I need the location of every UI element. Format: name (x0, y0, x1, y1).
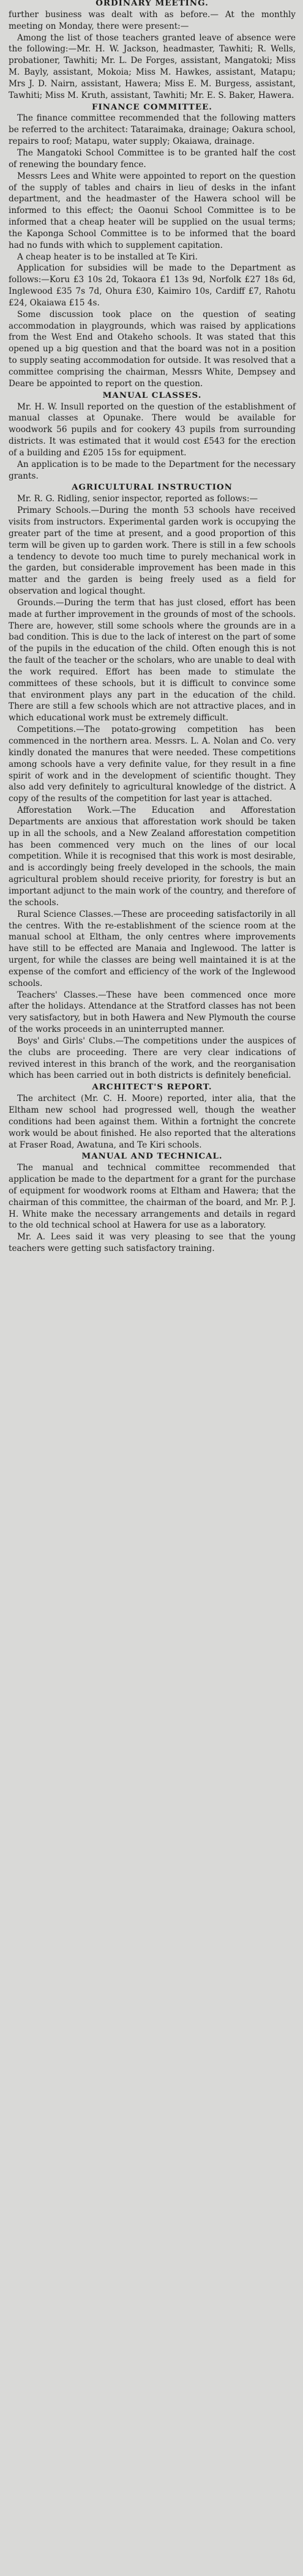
paragraph: The finance committee recommended that the following matters be referred to the architect: Tataraimaka, drainage; Oakura school, repairs to roof; Matapu, water supply; Okaiawa, drainage. (9, 113, 296, 147)
paragraph: Teachers' Classes.—These have been commenced once more after the holidays. Attendance at the Stratford classes has not been very satisfactory, but in both Hawera and New Plymouth the course of the works proceeds in an uninterrupted manner. (9, 990, 296, 1035)
paragraph: Rural Science Classes.—These are proceeding satisfactorily in all the centres. With the re-establishment of the science room at the manual school at Eltham, the only centres where improvements have still to be effected are Manaia and Inglewood. The latter is urgent, for while the classes are being well maintained it is at the expense of the comfort and efficiency of the work of the Inglewood schools. (9, 909, 296, 988)
paragraph: The Mangatoki School Committee is to be granted half the cost of renewing the boundary fence. (9, 147, 296, 170)
paragraph: Messrs Lees and White were appointed to report on the question of the supply of tables and chairs in lieu of desks in the infant department, and the headmaster of the Hawera school will be informed to this effect; the Oaonui School Committee is to be informed that a cheap heater will be supplied on the usual terms; the Kaponga School Committee is to be informed that the board had no funds with which to supplement capitation. (9, 171, 296, 250)
paragraph: Application for subsidies will be made to the Department as follows:—Koru £3 10s 2d, Tokaora £1 13s 9d, Norfolk £27 18s 6d, Inglewood £35 7s 7d, Ohura £30, Kaimiro 10s, Cardiff £7, Rahotu £24, Okaiawa £15 4s. (9, 263, 296, 308)
paragraph: A cheap heater is to be installed at Te Kiri. (17, 252, 198, 262)
section-heading: AGRICULTURAL INSTRUCTION (72, 482, 233, 493)
section-heading: FINANCE COMMITTEE. (92, 102, 212, 112)
paragraph: Afforestation Work.—The Education and Afforestation Departments are anxious that afforestation work should be taken up in all the schools, and a New Zealand afforestation competition has been commenced very much on the lines of our local competition. While it is recognised that this work is most desirable, and is accordingly being freely developed in the schools, the main agricultural problem should receive priority, for forestry is but an important adjunct to the main work of the country, and therefore of the schools. (9, 805, 296, 908)
section-heading: ORDINARY MEETING. (95, 0, 209, 8)
paragraph: Some discussion took place on the question of seating accommodation in playgrounds, which was raised by applications from the West End and Otakeho schools. It was stated that this opened up a big question and that the board was not in a position to supply seating accommodation for outside. It was resolved that a committee comprising the chairman, Messrs White, Dempsey and Deare be appointed to report on the question. (9, 309, 296, 389)
paragraph: Competitions.—The potato-growing competition has been commenced in the northern area. Messrs. L. A. Nolan and Co. very kindly donated the manures that were needed. These competitions among schools have a very definite value, for they result in a fine spirit of work and in the development of scientific thought. They also add very definitely to agricultural knowledge of the district. A copy of the results of the competition for last year is attached. (9, 725, 296, 804)
paragraph: Mr. R. G. Ridling, senior inspector, reported as follows:— (17, 494, 258, 504)
paragraph: further business was dealt with as before.— At the monthly meeting on Monday, there were present:— (9, 9, 296, 31)
paragraph: The architect (Mr. C. H. Moore) reported, inter alia, that the Eltham new school had progressed well, though the weather conditions had been against them. Within a fortnight the concrete work would be about finished. He also reported that the alterations at Fraser Road, Awatuna, and Te Kiri schools. (9, 1094, 296, 1150)
paragraph: Primary Schools.—During the month 53 schools have received visits from instructors. Experimental garden work is occupying the greater part of the time at present, and a good proportion of this term will be given up to garden work. There is still in a few schools a tendency to devote too much time to purely mechanical work in the garden, but considerable improvement has been made in this matter and the garden is being freely used as a field for observation and logical thought. (9, 506, 296, 597)
paragraph: Among the list of those teachers granted leave of absence were the following:—Mr. H. W. Jackson, headmaster, Tawhiti; R. Wells, probationer, Tawhiti; Mr. L. De Forges, assistant, Mangatoki; Miss M. Bayly, assistant, Mokoia; Miss M. Hawkes, assistant, Matapu; Mrs J. D. Nairn, assistant, Hawera; Miss E. M. Burgess, assistant, Tawhiti; Miss M. Kruth, assistant, Tawhiti; Mr. E. S. Baker, Hawera. (9, 32, 296, 100)
section-heading: MANUAL CLASSES. (102, 390, 202, 400)
paragraph: Boys' and Girls' Clubs.—The competitions under the auspices of the clubs are proceeding. There are very clear indications of revived interest in this branch of the work, and the reorganisation which has been carried out in both districts is definitely beneficial. (9, 1036, 296, 1081)
paragraph: Mr. H. W. Insull reported on the question of the establishment of manual classes at Opunake. There would be available for woodwork 56 pupils and for cookery 43 pupils from surrounding districts. It was estimated that it would cost £543 for the erection of a building and £205 15s for equipment. (9, 401, 296, 458)
paragraph: Grounds.—During the term that has just closed, effort has been made at further improvement in the grounds of most of the schools. There are, however, still some schools where the grounds are in a bad condition. This is due to the lack of interest on the part of some of the pupils in the education of the child. Often enough this is not the fault of the teacher or the scholars, who are unable to deal with the work required. Effort has been made to stimulate the committees of these schools, but it is difficult to convince some that environment plays any part in the education of the child. There are still a few schools which are not attractive places, and in which educational work must be extremely difficult. (9, 597, 296, 723)
section-heading: MANUAL AND TECHNICAL. (81, 1151, 223, 1162)
paragraph: The manual and technical committee recommended that application be made to the department for a grant for the purchase of equipment for woodwork rooms at Eltham and Hawera; that the chairman of this committee, the chairman of the board, and Mr. P. J. H. White make the necessary arrangements and details in regard to the old technical school at Hawera for use as a laboratory. (9, 1163, 296, 1231)
paragraph: An application is to be made to the Department for the necessary grants. (9, 459, 296, 481)
section-heading: ARCHITECT'S REPORT. (92, 1082, 212, 1092)
paragraph: Mr. A. Lees said it was very pleasing to see that the young teachers were getting such satisfactory training. (9, 1232, 296, 1254)
